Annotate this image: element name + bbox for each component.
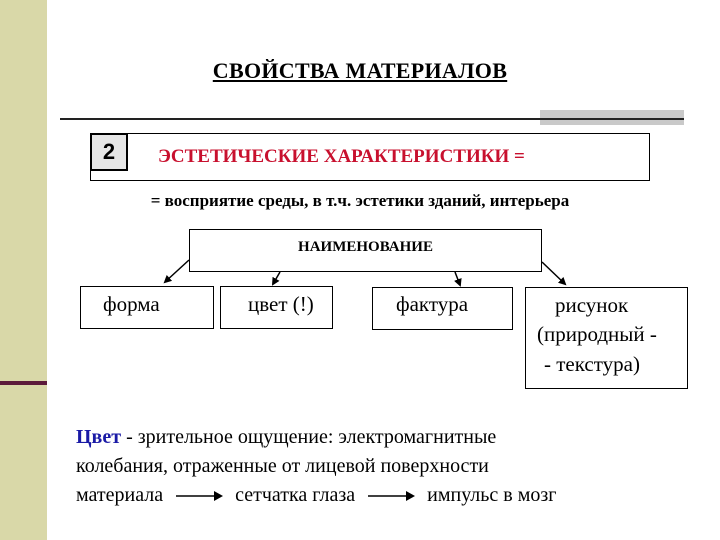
- section-number: 2: [90, 133, 128, 171]
- prop-label-faktura: фактура: [396, 292, 469, 316]
- chain-step-2: сетчатка глаза: [235, 484, 356, 506]
- definition-text-2: колебания, отраженные от лицевой поверхности: [76, 455, 489, 477]
- slide-title: СВОЙСТВА МАТЕРИАЛОВ: [212, 58, 508, 83]
- chain-step-3: импульс в мозг: [427, 484, 557, 506]
- prop-label-risunok-3: - текстура): [544, 352, 640, 376]
- connector-cvet: [273, 272, 280, 284]
- definition-dash: -: [121, 426, 138, 448]
- section-heading: ЭСТЕТИЧЕСКИЕ ХАРАКТЕРИСТИКИ =: [158, 146, 525, 167]
- definition-term: Цвет: [76, 426, 122, 448]
- arrow-right-icon: [174, 490, 224, 502]
- connector-risunok: [542, 262, 565, 284]
- section-subtitle: = восприятие среды, в т.ч. эстетики зданий, интерьера: [150, 191, 570, 210]
- definition-text-1: зрительное ощущение: электромагнитные: [137, 426, 497, 448]
- prop-label-risunok-2: (природный -: [537, 322, 657, 346]
- definition-line-3: [76, 481, 696, 510]
- definition-line-1: [76, 423, 696, 452]
- connector-forma: [165, 260, 189, 282]
- chain-step-1: материала: [76, 484, 164, 506]
- color-definition: [76, 423, 696, 510]
- diagram-root-label: НАИМЕНОВАНИЕ: [298, 239, 433, 255]
- connector-faktura: [455, 272, 460, 285]
- definition-line-2: [76, 452, 696, 481]
- prop-label-risunok-1: рисунок: [555, 293, 629, 317]
- arrow-right-icon: [366, 490, 416, 502]
- prop-label-cvet: цвет (!): [248, 292, 314, 316]
- prop-label-forma: форма: [103, 292, 160, 316]
